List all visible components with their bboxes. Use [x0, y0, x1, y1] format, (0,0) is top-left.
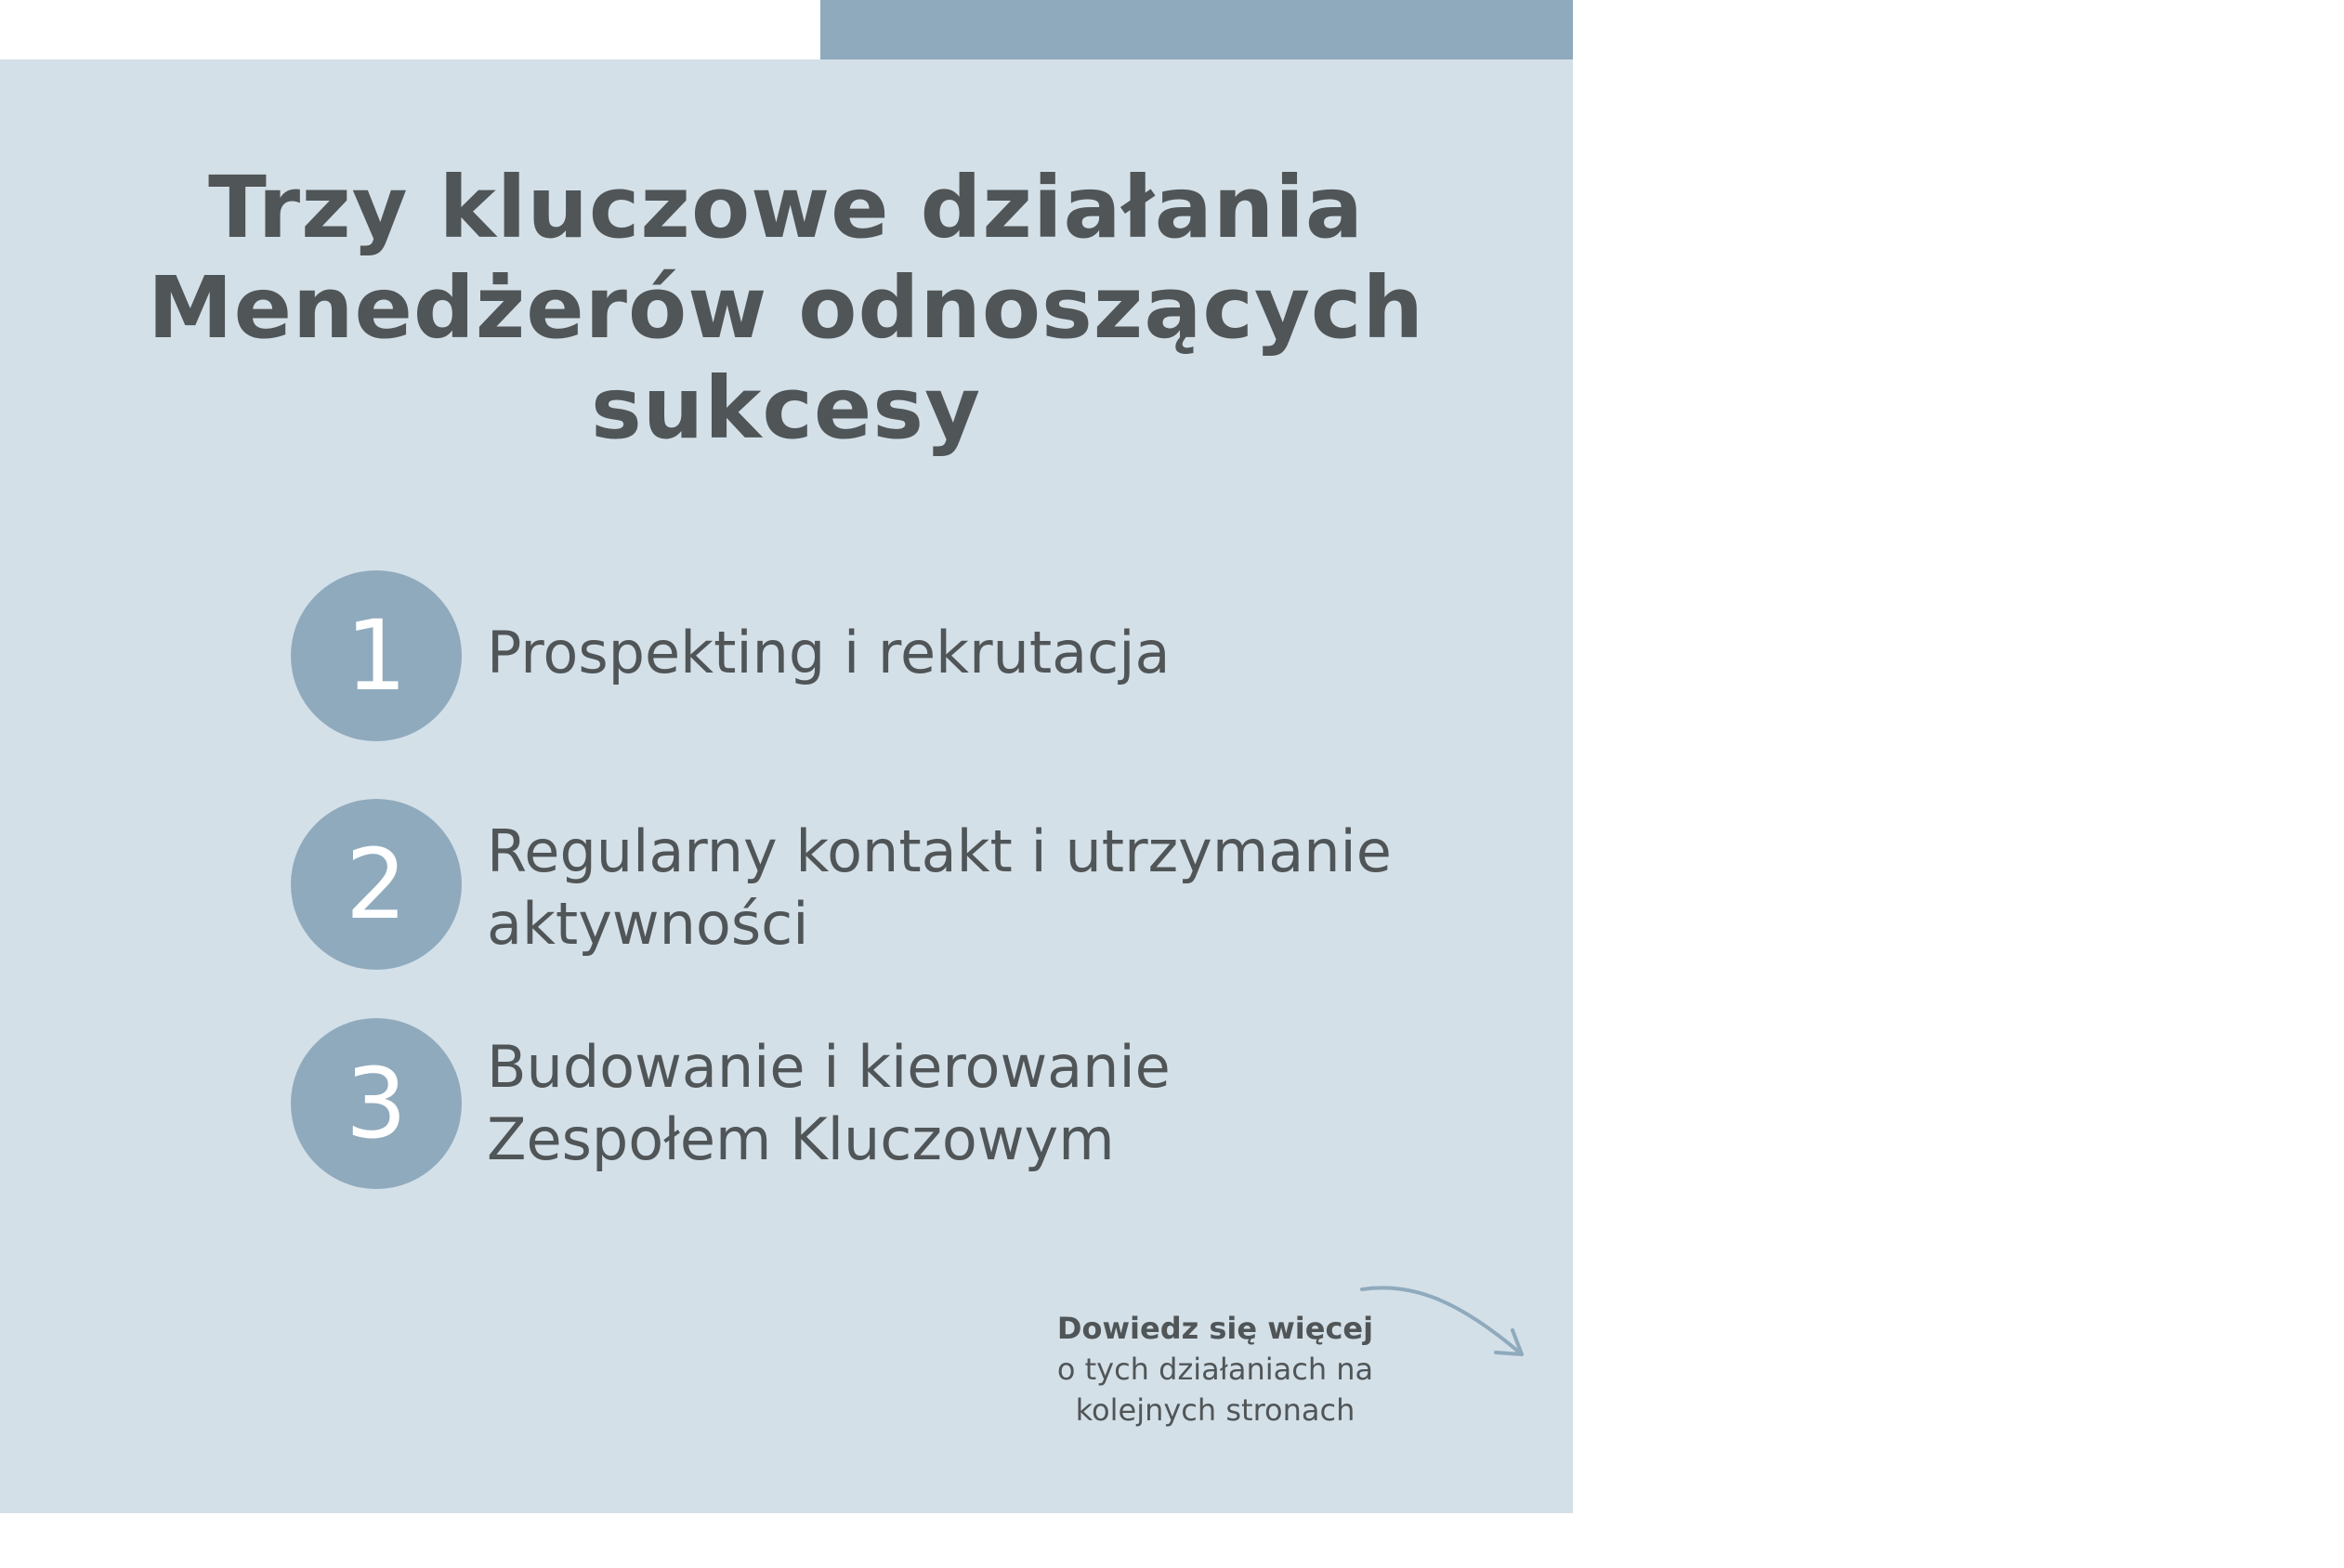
learn-more-line: kolejnych stronach: [1075, 1392, 1355, 1428]
chapter-name: MENEDŻER: [2179, 19, 2314, 42]
title-line: Menedżerów odnoszących: [148, 258, 1424, 358]
step-3-number-badge: 3: [291, 1018, 462, 1189]
page-number: 31: [2323, 22, 2344, 42]
chapter-label: [1999, 19, 2313, 42]
learn-more-heading: Dowiedz się więcej: [1056, 1311, 1374, 1346]
page-title: [136, 158, 1436, 459]
chapter-header: [820, 0, 2344, 59]
step-2-line: aktywności: [487, 890, 809, 958]
step-1-line: Prospekting i rekrutacja: [487, 619, 1171, 686]
step-3-text: [487, 1031, 1171, 1176]
curved-arrow-icon: [1347, 1282, 1533, 1375]
learn-more-note: [1057, 1308, 1373, 1431]
step-2-line: Regularny kontakt i utrzymanie: [487, 817, 1392, 885]
step-1-number-badge: 1: [291, 570, 462, 741]
step-1-text: [487, 617, 1170, 689]
chapter-number: ROZDZIAŁ 3:: [1999, 19, 2171, 42]
step-3-line: Zespołem Kluczowym: [487, 1105, 1115, 1173]
step-3-line: Budowanie i kierowanie: [487, 1033, 1171, 1101]
title-line: Trzy kluczowe działania: [208, 158, 1364, 257]
learn-more-line: o tych działaniach na: [1056, 1352, 1374, 1387]
title-line: sukcesy: [590, 359, 982, 458]
step-2-text: [487, 816, 1392, 960]
step-2-number-badge: 2: [291, 799, 462, 970]
